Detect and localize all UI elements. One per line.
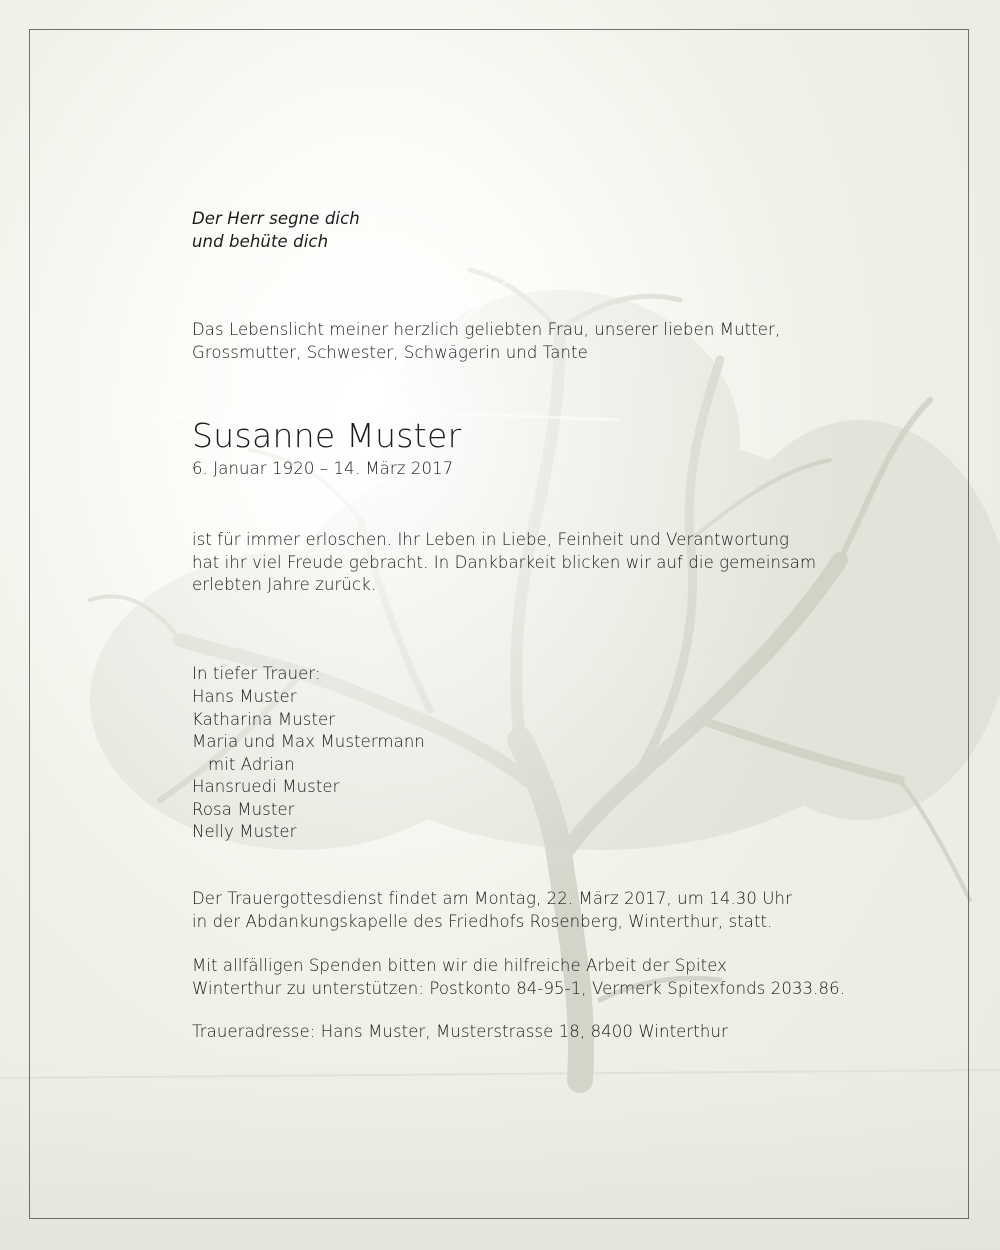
mourner-name: Rosa Muster <box>192 799 295 819</box>
donation-line: Winterthur zu unterstützen: Postkonto 84-95-1, Vermerk Spitexfonds 2033.86. <box>192 978 846 998</box>
tribute-line: hat ihr viel Freude gebracht. In Dankbarkeit blicken wir auf die gemeinsam <box>192 552 817 572</box>
motto-line: und behüte dich <box>192 231 329 251</box>
mourner-name: Katharina Muster <box>192 709 336 729</box>
intro-line: Grossmutter, Schwester, Schwägerin und Tante <box>192 342 588 362</box>
service-announcement <box>192 888 792 933</box>
mourner-name: Nelly Muster <box>192 822 297 841</box>
mourner-name: Hans Muster <box>192 687 297 706</box>
mourners-heading: In tiefer Trauer: <box>192 664 321 683</box>
deceased-name: Susanne Muster <box>192 416 462 455</box>
intro-paragraph <box>192 319 780 364</box>
mourner-name: Maria und Max Mustermann <box>192 732 425 751</box>
tribute-paragraph <box>192 529 816 597</box>
life-dates: 6. Januar 1920 – 14. März 2017 <box>192 459 454 478</box>
intro-line: Das Lebenslicht meiner herzlich geliebten Frau, unserer lieben Mutter, <box>192 320 781 339</box>
mourning-address: Traueradresse: Hans Muster, Musterstrasse 18, 8400 Winterthur <box>192 1022 728 1041</box>
tribute-line: ist für immer erloschen. Ihr Leben in Liebe, Feinheit und Verantwortung <box>192 530 790 549</box>
service-line: in der Abdankungskapelle des Friedhofs Rosenberg, Winterthur, statt. <box>192 911 773 931</box>
mourners-list <box>192 686 425 844</box>
motto-verse <box>192 208 360 253</box>
tribute-line: erlebten Jahre zurück. <box>192 575 377 594</box>
mourner-name: mit Adrian <box>192 754 295 774</box>
donation-line: Mit allfälligen Spenden bitten wir die hilfreiche Arbeit der Spitex <box>192 956 728 975</box>
donation-note <box>192 955 845 1000</box>
mourner-name: Hansruedi Muster <box>192 777 340 796</box>
service-line: Der Trauergottesdienst findet am Montag, 22. März 2017, um 14.30 Uhr <box>192 889 792 908</box>
motto-line: Der Herr segne dich <box>192 209 360 228</box>
